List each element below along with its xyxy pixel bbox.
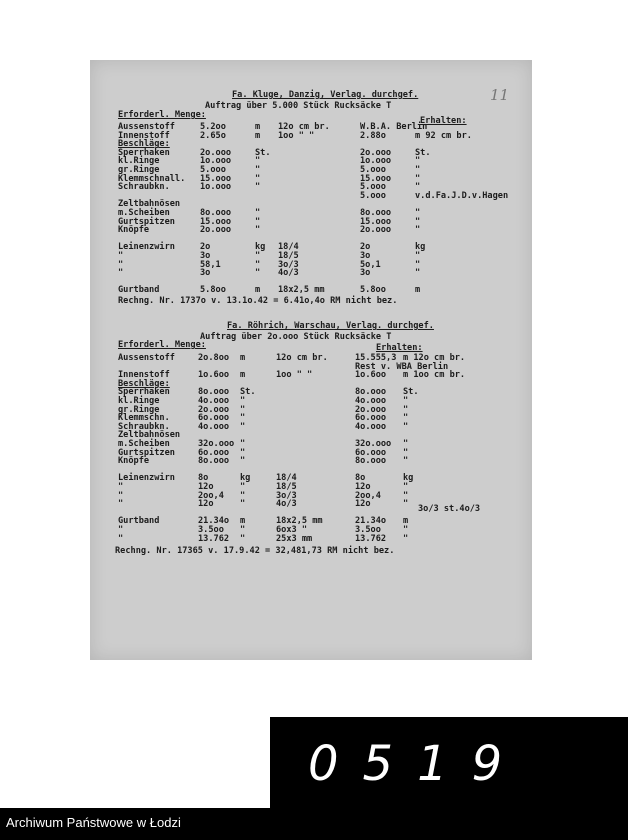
s1-row-qty: 5.8oo <box>200 285 226 296</box>
s1-row-spec: 3o/3 <box>278 259 299 270</box>
s2-row-rq: 12o <box>355 482 371 492</box>
s2-row-qty: 6o.ooo <box>198 413 230 424</box>
s1-row-qty: 3o <box>200 268 211 279</box>
s1-row-item: Leinenzwirn <box>118 242 175 253</box>
section1-heading: Fa. Kluge, Danzig, Verlag. durchgef. <box>232 90 419 100</box>
s2-row-item: Beschläge: <box>118 378 170 389</box>
s1-row-unit: " <box>255 182 261 193</box>
s1-row-item: m.Scheiben <box>118 208 170 218</box>
s2-row-rq: 13.762 <box>355 533 387 544</box>
s1-row-spec: 18/4 <box>278 242 299 253</box>
s2-row-ru: " <box>403 482 409 492</box>
s2-row-qty: 8o.ooo <box>198 387 230 398</box>
s1-row-rq: 3o <box>360 268 371 279</box>
s2-row-qty: 21.34o <box>198 516 230 527</box>
s2-row-spec: 12o cm br. <box>276 353 328 363</box>
s1-row-ru: " <box>415 216 421 227</box>
s2-row-unit: " <box>240 447 246 458</box>
s1-row-spec: 12o cm br. <box>278 122 330 132</box>
section1-invoice: Rechng. Nr. 1737o v. 13.1o.42 = 6.41o,4o RM nicht bez. <box>118 296 398 306</box>
s1-row-ru: " <box>415 156 421 167</box>
s2-row-qty: 6o.ooo <box>198 447 230 458</box>
s2-row-item: gr.Ringe <box>118 404 160 415</box>
s2-row-unit: " <box>240 456 246 467</box>
s2-row-unit: St. <box>240 387 256 398</box>
s1-row-ru: kg <box>415 242 426 253</box>
s1-row-qty: 2o.ooo <box>200 225 232 236</box>
s2-row-qty: 12o <box>198 482 214 492</box>
s1-row-rq: 15.ooo <box>360 173 392 184</box>
s2-row-ru: m <box>403 516 409 527</box>
s1-row-ru: v.d.Fa.J.D.v.Hagen <box>415 190 509 201</box>
s2-row-ru: " <box>403 456 409 467</box>
s2-row-qty: 2oo,4 <box>198 490 224 501</box>
s1-row-unit: " <box>255 259 261 270</box>
s1-row-ru: " <box>415 208 421 218</box>
s2-row-qty: 12o <box>198 499 214 510</box>
s1-row-unit: " <box>255 268 261 279</box>
s1-row-unit: m <box>255 122 261 132</box>
s2-row-qty: 13.762 <box>198 533 230 544</box>
s2-row-ru: " <box>403 421 409 432</box>
s1-row-rq: 5o,1 <box>360 259 381 270</box>
s1-row-rq: 2o.ooo <box>360 225 392 236</box>
s1-row-ru: " <box>415 173 421 184</box>
s2-row-rq: 21.34o <box>355 516 387 527</box>
s1-row-ru: " <box>415 165 421 175</box>
s1-row-unit: St. <box>255 147 271 158</box>
s2-row-item: Aussenstoff <box>118 353 175 363</box>
s2-row-ru: m 12o cm br. <box>403 353 466 363</box>
s2-row-item: " <box>118 525 124 535</box>
s2-row-rq: 3.5oo <box>355 525 381 535</box>
s1-row-qty: 8o.ooo <box>200 208 232 218</box>
section1-order: Auftrag über 5.000 Stück Rucksäcke T <box>205 101 392 111</box>
s2-row-item: " <box>118 482 124 492</box>
s1-row-qty: 2o <box>200 242 211 253</box>
s2-row-spec: 1oo " " <box>276 370 313 381</box>
s2-row-unit: " <box>240 490 246 501</box>
s1-row-rq: 3o <box>360 251 371 261</box>
s1-row-ru: m <box>415 285 421 296</box>
s2-row-ru: " <box>403 404 409 415</box>
s1-row-rq: 2.88o <box>360 130 386 141</box>
s1-row-item: Knöpfe <box>118 225 150 236</box>
s2-row-item: Schraubkn. <box>118 421 170 432</box>
s1-row-item: Sperrhaken <box>118 147 170 158</box>
s2-row-item: Sperrhaken <box>118 387 170 398</box>
s1-row-item: kl.Ringe <box>118 156 160 167</box>
s1-row-qty: 15.ooo <box>200 216 232 227</box>
s2-row-unit: " <box>240 499 246 510</box>
s2-row-ru: " <box>403 490 409 501</box>
s2-row-ru: " <box>403 396 409 406</box>
s1-row-ru: St. <box>415 147 431 158</box>
s2-row-item: Gurtspitzen <box>118 447 175 458</box>
s1-row-qty: 2o.ooo <box>200 147 232 158</box>
document-page <box>90 60 532 660</box>
s1-row-item: " <box>118 251 124 261</box>
s1-row-rq: 8o.ooo <box>360 208 392 218</box>
s1-row-ru: " <box>415 182 421 193</box>
s1-row-item: Gurtspitzen <box>118 216 175 227</box>
s2-row-rq: 15.555,3 <box>355 353 397 363</box>
s1-row-unit: " <box>255 225 261 236</box>
s2-row-qty: 4o.ooo <box>198 396 230 406</box>
s1-row-spec: 1oo " " <box>278 130 315 141</box>
s1-row-qty: 58,1 <box>200 259 221 270</box>
s2-row-item: Klemmschn. <box>118 413 170 424</box>
s1-row-unit: " <box>255 208 261 218</box>
s2-row-spec: 18x2,5 mm <box>276 516 323 527</box>
s2-row-unit: " <box>240 413 246 424</box>
s1-row-item: " <box>118 268 124 279</box>
s2-row-item: " <box>118 499 124 510</box>
s1-row-ru: " <box>415 268 421 279</box>
s2-row-ru: " <box>403 439 409 449</box>
s2-row-spec: 6ox3 " <box>276 525 308 535</box>
s2-row-item: Gurtband <box>118 516 160 527</box>
s1-row-qty: 5.2oo <box>200 122 226 132</box>
s2-row-rq: 8o <box>355 473 366 484</box>
s2-row-rq: 4o.ooo <box>355 421 387 432</box>
s2-row-unit: m <box>240 370 246 381</box>
s2-row-qty: 4o.ooo <box>198 421 230 432</box>
s2-row-ru: " <box>403 499 409 510</box>
frame-number: 0519 <box>308 736 527 792</box>
s2-row-ru: " <box>403 533 409 544</box>
section2-order: Auftrag über 2o.ooo Stück Rucksäcke T <box>200 332 392 342</box>
s1-row-rq: 2o <box>360 242 371 253</box>
s1-row-unit: kg <box>255 242 266 253</box>
s1-row-spec: 18x2,5 mm <box>278 285 325 296</box>
s2-row-unit: " <box>240 421 246 432</box>
s2-row-unit: " <box>240 482 246 492</box>
s1-row-rq: 5.ooo <box>360 190 386 201</box>
s2-row-rq: 2oo,4 <box>355 490 381 501</box>
s1-row-item: Gurtband <box>118 285 160 296</box>
s1-row-unit: " <box>255 156 261 167</box>
s1-row-unit: m <box>255 130 261 141</box>
s2-row-item: Knöpfe <box>118 456 150 467</box>
s1-row-ru: " <box>415 225 421 236</box>
section2-note: 3o/3 st.4o/3 <box>418 504 481 514</box>
s2-row-qty: 32o.ooo <box>198 439 235 449</box>
s2-row-rq: 2o.ooo <box>355 404 387 415</box>
s2-row-unit: kg <box>240 473 251 484</box>
s2-row-rq: 8o.ooo <box>355 387 387 398</box>
s1-row-unit: " <box>255 165 261 175</box>
section1-required-header: Erforderl. Menge: <box>118 110 206 120</box>
s2-row-rq: 6o.ooo <box>355 413 387 424</box>
s2-row-ru: " <box>403 447 409 458</box>
s1-row-rq: 5.ooo <box>360 182 386 193</box>
section1-received-header: Erhalten: <box>420 116 467 126</box>
s2-row-unit: " <box>240 404 246 415</box>
s2-row-ru: " <box>403 525 409 535</box>
s1-row-unit: " <box>255 173 261 184</box>
s1-row-unit: m <box>255 285 261 296</box>
s2-row-ru: " <box>403 413 409 424</box>
s2-row-unit: " <box>240 439 246 449</box>
s2-row-item: Leinenzwirn <box>118 473 175 484</box>
s1-row-ru: " <box>415 251 421 261</box>
s2-row-spec: 25x3 mm <box>276 533 313 544</box>
s2-row-rq: 12o <box>355 499 371 510</box>
s1-row-rq: 5.8oo <box>360 285 386 296</box>
s2-row-rq: Rest v. WBA Berlin <box>355 361 449 372</box>
s2-row-rq: 4o.ooo <box>355 396 387 406</box>
s2-row-item: " <box>118 533 124 544</box>
s1-row-item: Klemmschnall. <box>118 173 186 184</box>
s1-row-item: Zeltbahnösen <box>118 199 181 210</box>
s1-row-rq: 2o.ooo <box>360 147 392 158</box>
s1-row-item: " <box>118 259 124 270</box>
section2-received-header: Erhalten: <box>376 343 423 353</box>
s2-row-qty: 2o.8oo <box>198 353 230 363</box>
s2-row-item: m.Scheiben <box>118 439 170 449</box>
s2-row-unit: m <box>240 516 246 527</box>
s2-row-spec: 3o/3 <box>276 490 297 501</box>
s1-row-item: Innenstoff <box>118 130 170 141</box>
section2-heading: Fa. Röhrich, Warschau, Verlag. durchgef. <box>227 321 434 331</box>
s2-row-rq: 8o.ooo <box>355 456 387 467</box>
s2-row-rq: 6o.ooo <box>355 447 387 458</box>
s2-row-qty: 1o.6oo <box>198 370 230 381</box>
s1-row-qty: 1o.ooo <box>200 156 232 167</box>
s2-row-item: " <box>118 490 124 501</box>
s1-row-qty: 15.ooo <box>200 173 232 184</box>
s1-row-rq: 1o.ooo <box>360 156 392 167</box>
s2-row-ru: kg <box>403 473 414 484</box>
s2-row-qty: 3.5oo <box>198 525 224 535</box>
s1-row-rq: 15.ooo <box>360 216 392 227</box>
s2-row-qty: 8o <box>198 473 209 484</box>
s2-row-qty: 2o.ooo <box>198 404 230 415</box>
s1-row-spec: 4o/3 <box>278 268 299 279</box>
s1-row-rq: 5.ooo <box>360 165 386 175</box>
s2-row-qty: 8o.ooo <box>198 456 230 467</box>
s1-row-unit: " <box>255 251 261 261</box>
s2-row-rq: 1o.6oo <box>355 370 387 381</box>
s2-row-spec: 18/5 <box>276 482 297 492</box>
s2-row-spec: 4o/3 <box>276 499 297 510</box>
s2-row-item: Zeltbahnösen <box>118 430 181 441</box>
s2-row-rq: 32o.ooo <box>355 439 392 449</box>
s1-row-ru: " <box>415 259 421 270</box>
s2-row-ru: St. <box>403 387 419 398</box>
handwritten-page-number: 11 <box>490 86 510 104</box>
archive-label: Archiwum Państwowe w Łodzi <box>6 815 181 830</box>
s2-row-unit: m <box>240 353 246 363</box>
s1-row-ru: m 92 cm br. <box>415 130 472 141</box>
s1-row-spec: 18/5 <box>278 251 299 261</box>
s2-row-unit: " <box>240 525 246 535</box>
s2-row-ru: m 1oo cm br. <box>403 370 466 381</box>
s1-row-qty: 3o <box>200 251 211 261</box>
s1-row-unit: " <box>255 216 261 227</box>
s1-row-qty: 2.65o <box>200 130 226 141</box>
s1-row-qty: 1o.ooo <box>200 182 232 193</box>
s2-row-item: Innenstoff <box>118 370 170 381</box>
s1-row-item: Schraubkn. <box>118 182 170 193</box>
section2-invoice: Rechng. Nr. 17365 v. 17.9.42 = 32,481,73 RM nicht bez. <box>115 546 395 556</box>
s1-row-item: Beschläge: <box>118 139 170 150</box>
s2-row-item: kl.Ringe <box>118 396 160 406</box>
s2-row-unit: " <box>240 533 246 544</box>
s2-row-spec: 18/4 <box>276 473 297 484</box>
s1-row-item: Aussenstoff <box>118 122 175 132</box>
s2-row-unit: " <box>240 396 246 406</box>
section2-required-header: Erforderl. Menge: <box>118 340 206 350</box>
s1-row-item: gr.Ringe <box>118 165 160 175</box>
s1-row-qty: 5.ooo <box>200 165 226 175</box>
s1-row-rq: W.B.A. Berlin <box>360 122 428 132</box>
